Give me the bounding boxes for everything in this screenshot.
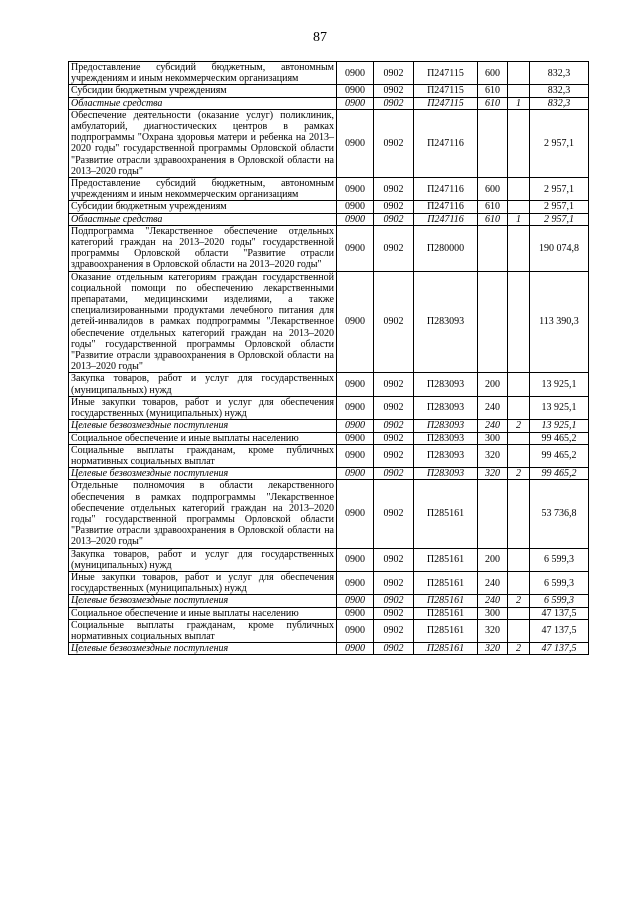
- budget-table: [68, 61, 589, 655]
- row-ministry-code: 0900: [337, 444, 374, 467]
- row-section-code: 0902: [374, 607, 414, 619]
- row-description: Целевые безвозмездные поступления: [69, 420, 337, 432]
- row-section-code: 0902: [374, 643, 414, 655]
- row-funding-source: [508, 480, 530, 548]
- row-amount: 113 390,3: [530, 271, 589, 373]
- row-funding-source: [508, 62, 530, 85]
- row-ministry-code: 0900: [337, 643, 374, 655]
- row-funding-source: [508, 432, 530, 444]
- row-funding-source: [508, 607, 530, 619]
- row-target-article: П247116: [414, 213, 478, 225]
- row-description: Социальное обеспечение и иные выплаты населению: [69, 607, 337, 619]
- table-row: [69, 85, 589, 97]
- row-description: Подпрограмма "Лекарственное обеспечение отдельных категорий граждан на 2013–2020 годы" государственной программы Орловской области "Развитие отрасли здравоохранения в Орловской области на 2013–2020 годы": [69, 225, 337, 271]
- row-target-article: П283093: [414, 444, 478, 467]
- row-amount: 2 957,1: [530, 109, 589, 177]
- row-funding-source: [508, 271, 530, 373]
- row-expense-type: 300: [478, 607, 508, 619]
- table-row: [69, 480, 589, 548]
- row-section-code: 0902: [374, 396, 414, 419]
- row-funding-source: [508, 178, 530, 201]
- row-target-article: П285161: [414, 480, 478, 548]
- row-funding-source: [508, 396, 530, 419]
- row-section-code: 0902: [374, 444, 414, 467]
- row-target-article: П285161: [414, 607, 478, 619]
- table-row: [69, 548, 589, 571]
- row-description: Областные средства: [69, 97, 337, 109]
- row-ministry-code: 0900: [337, 97, 374, 109]
- row-ministry-code: 0900: [337, 373, 374, 396]
- row-description: Социальные выплаты гражданам, кроме публичных нормативных социальных выплат: [69, 444, 337, 467]
- row-expense-type: 320: [478, 468, 508, 480]
- table-row: [69, 213, 589, 225]
- row-expense-type: 600: [478, 178, 508, 201]
- row-funding-source: 2: [508, 420, 530, 432]
- row-target-article: П285161: [414, 643, 478, 655]
- row-amount: 2 957,1: [530, 213, 589, 225]
- row-target-article: П283093: [414, 468, 478, 480]
- row-amount: 832,3: [530, 97, 589, 109]
- row-ministry-code: 0900: [337, 271, 374, 373]
- row-ministry-code: 0900: [337, 62, 374, 85]
- row-expense-type: [478, 225, 508, 271]
- row-funding-source: [508, 201, 530, 213]
- row-description: Целевые безвозмездные поступления: [69, 595, 337, 607]
- row-ministry-code: 0900: [337, 571, 374, 594]
- table-row: [69, 595, 589, 607]
- budget-table-body: [69, 62, 589, 655]
- row-section-code: 0902: [374, 97, 414, 109]
- table-row: [69, 571, 589, 594]
- row-description: Предоставление субсидий бюджетным, автономным учреждениям и иным некоммерческим организациям: [69, 62, 337, 85]
- table-row: [69, 62, 589, 85]
- row-amount: 47 137,5: [530, 607, 589, 619]
- row-section-code: 0902: [374, 85, 414, 97]
- table-row: [69, 178, 589, 201]
- row-section-code: 0902: [374, 213, 414, 225]
- row-amount: 832,3: [530, 85, 589, 97]
- row-ministry-code: 0900: [337, 178, 374, 201]
- row-funding-source: 1: [508, 213, 530, 225]
- page-number: 87: [313, 30, 327, 45]
- row-section-code: 0902: [374, 468, 414, 480]
- table-row: [69, 420, 589, 432]
- row-expense-type: [478, 480, 508, 548]
- row-expense-type: 320: [478, 444, 508, 467]
- row-expense-type: 240: [478, 595, 508, 607]
- row-description: Целевые безвозмездные поступления: [69, 643, 337, 655]
- table-row: [69, 97, 589, 109]
- row-amount: 6 599,3: [530, 571, 589, 594]
- row-ministry-code: 0900: [337, 619, 374, 642]
- row-amount: 99 465,2: [530, 468, 589, 480]
- row-expense-type: 610: [478, 85, 508, 97]
- row-description: Целевые безвозмездные поступления: [69, 468, 337, 480]
- row-section-code: 0902: [374, 201, 414, 213]
- row-amount: 6 599,3: [530, 595, 589, 607]
- row-funding-source: 2: [508, 643, 530, 655]
- table-row: [69, 432, 589, 444]
- row-amount: 832,3: [530, 62, 589, 85]
- row-funding-source: [508, 225, 530, 271]
- table-row: [69, 607, 589, 619]
- row-target-article: П247115: [414, 85, 478, 97]
- row-description: Оказание отдельным категориям граждан государственной социальной помощи по обеспечению лекарственными препаратами, медицинскими изделиями, а также специализированными продуктами лечебного питания для детей-инвалидов в рамках подпрограммы "Лекарственное обеспечение отдельных категорий граждан на 2013–2020 годы" государственной программы Орловской области "Развитие отрасли здравоохранения в Орловской области на 2013–2020 годы": [69, 271, 337, 373]
- table-row: [69, 373, 589, 396]
- row-description: Социальное обеспечение и иные выплаты населению: [69, 432, 337, 444]
- row-target-article: П247116: [414, 178, 478, 201]
- row-ministry-code: 0900: [337, 595, 374, 607]
- row-description: Обеспечение деятельности (оказание услуг) поликлиник, амбулаторий, диагностических центров в рамках подпрограммы "Охрана здоровья матери и ребенка на 2013–2020 годы" государственной программы Орловской области "Развитие отрасли здравоохранения в Орловской области на 2013–2020 годы": [69, 109, 337, 177]
- row-section-code: 0902: [374, 109, 414, 177]
- table-row: [69, 201, 589, 213]
- row-ministry-code: 0900: [337, 420, 374, 432]
- row-amount: 99 465,2: [530, 432, 589, 444]
- row-description: Иные закупки товаров, работ и услуг для обеспечения государственных (муниципальных) нужд: [69, 396, 337, 419]
- row-description: Субсидии бюджетным учреждениям: [69, 85, 337, 97]
- row-amount: 13 925,1: [530, 420, 589, 432]
- row-description: Областные средства: [69, 213, 337, 225]
- row-section-code: 0902: [374, 178, 414, 201]
- row-amount: 2 957,1: [530, 178, 589, 201]
- row-expense-type: [478, 109, 508, 177]
- row-section-code: 0902: [374, 62, 414, 85]
- row-ministry-code: 0900: [337, 213, 374, 225]
- table-row: [69, 444, 589, 467]
- table-row: [69, 619, 589, 642]
- row-target-article: П283093: [414, 373, 478, 396]
- row-target-article: П280000: [414, 225, 478, 271]
- row-expense-type: 610: [478, 201, 508, 213]
- row-amount: 99 465,2: [530, 444, 589, 467]
- table-row: [69, 468, 589, 480]
- row-section-code: 0902: [374, 373, 414, 396]
- row-expense-type: 240: [478, 420, 508, 432]
- row-target-article: П285161: [414, 619, 478, 642]
- row-ministry-code: 0900: [337, 225, 374, 271]
- row-section-code: 0902: [374, 480, 414, 548]
- row-description: Закупка товаров, работ и услуг для государственных (муниципальных) нужд: [69, 373, 337, 396]
- row-ministry-code: 0900: [337, 468, 374, 480]
- row-expense-type: [478, 271, 508, 373]
- row-target-article: П285161: [414, 571, 478, 594]
- row-amount: 53 736,8: [530, 480, 589, 548]
- row-amount: 13 925,1: [530, 396, 589, 419]
- row-expense-type: 320: [478, 619, 508, 642]
- row-description: Социальные выплаты гражданам, кроме публичных нормативных социальных выплат: [69, 619, 337, 642]
- row-expense-type: 610: [478, 213, 508, 225]
- table-row: [69, 225, 589, 271]
- row-funding-source: [508, 373, 530, 396]
- row-target-article: П247115: [414, 97, 478, 109]
- row-expense-type: 610: [478, 97, 508, 109]
- row-target-article: П285161: [414, 548, 478, 571]
- row-amount: 47 137,5: [530, 643, 589, 655]
- row-expense-type: 600: [478, 62, 508, 85]
- row-ministry-code: 0900: [337, 607, 374, 619]
- row-funding-source: 2: [508, 595, 530, 607]
- row-funding-source: [508, 548, 530, 571]
- row-expense-type: 240: [478, 396, 508, 419]
- row-section-code: 0902: [374, 548, 414, 571]
- table-row: [69, 643, 589, 655]
- row-description: Иные закупки товаров, работ и услуг для обеспечения государственных (муниципальных) нужд: [69, 571, 337, 594]
- row-amount: 190 074,8: [530, 225, 589, 271]
- table-row: [69, 396, 589, 419]
- row-target-article: П283093: [414, 432, 478, 444]
- row-target-article: П247115: [414, 62, 478, 85]
- row-section-code: 0902: [374, 225, 414, 271]
- row-ministry-code: 0900: [337, 201, 374, 213]
- row-funding-source: [508, 85, 530, 97]
- row-amount: 6 599,3: [530, 548, 589, 571]
- row-expense-type: 300: [478, 432, 508, 444]
- row-section-code: 0902: [374, 271, 414, 373]
- row-description: Предоставление субсидий бюджетным, автономным учреждениям и иным некоммерческим организациям: [69, 178, 337, 201]
- row-ministry-code: 0900: [337, 109, 374, 177]
- row-section-code: 0902: [374, 619, 414, 642]
- row-section-code: 0902: [374, 571, 414, 594]
- row-description: Закупка товаров, работ и услуг для государственных (муниципальных) нужд: [69, 548, 337, 571]
- row-funding-source: [508, 444, 530, 467]
- row-funding-source: 2: [508, 468, 530, 480]
- row-ministry-code: 0900: [337, 548, 374, 571]
- row-section-code: 0902: [374, 420, 414, 432]
- row-ministry-code: 0900: [337, 85, 374, 97]
- row-target-article: П285161: [414, 595, 478, 607]
- row-amount: 2 957,1: [530, 201, 589, 213]
- row-section-code: 0902: [374, 595, 414, 607]
- row-expense-type: 200: [478, 548, 508, 571]
- table-row: [69, 109, 589, 177]
- row-funding-source: [508, 571, 530, 594]
- row-expense-type: 200: [478, 373, 508, 396]
- row-funding-source: [508, 109, 530, 177]
- row-target-article: П247116: [414, 109, 478, 177]
- row-amount: 47 137,5: [530, 619, 589, 642]
- row-funding-source: 1: [508, 97, 530, 109]
- row-section-code: 0902: [374, 432, 414, 444]
- row-target-article: П283093: [414, 396, 478, 419]
- row-target-article: П283093: [414, 420, 478, 432]
- row-description: Субсидии бюджетным учреждениям: [69, 201, 337, 213]
- row-description: Отдельные полномочия в области лекарственного обеспечения в рамках подпрограммы "Лекарственное обеспечение отдельных категорий граждан на 2013–2020 годы" государственной программы Орловской области "Развитие отрасли здравоохранения в Орловской области на 2013–2020 годы": [69, 480, 337, 548]
- row-funding-source: [508, 619, 530, 642]
- row-ministry-code: 0900: [337, 480, 374, 548]
- row-amount: 13 925,1: [530, 373, 589, 396]
- row-expense-type: 240: [478, 571, 508, 594]
- row-target-article: П283093: [414, 271, 478, 373]
- row-ministry-code: 0900: [337, 432, 374, 444]
- row-expense-type: 320: [478, 643, 508, 655]
- table-row: [69, 271, 589, 373]
- row-target-article: П247116: [414, 201, 478, 213]
- row-ministry-code: 0900: [337, 396, 374, 419]
